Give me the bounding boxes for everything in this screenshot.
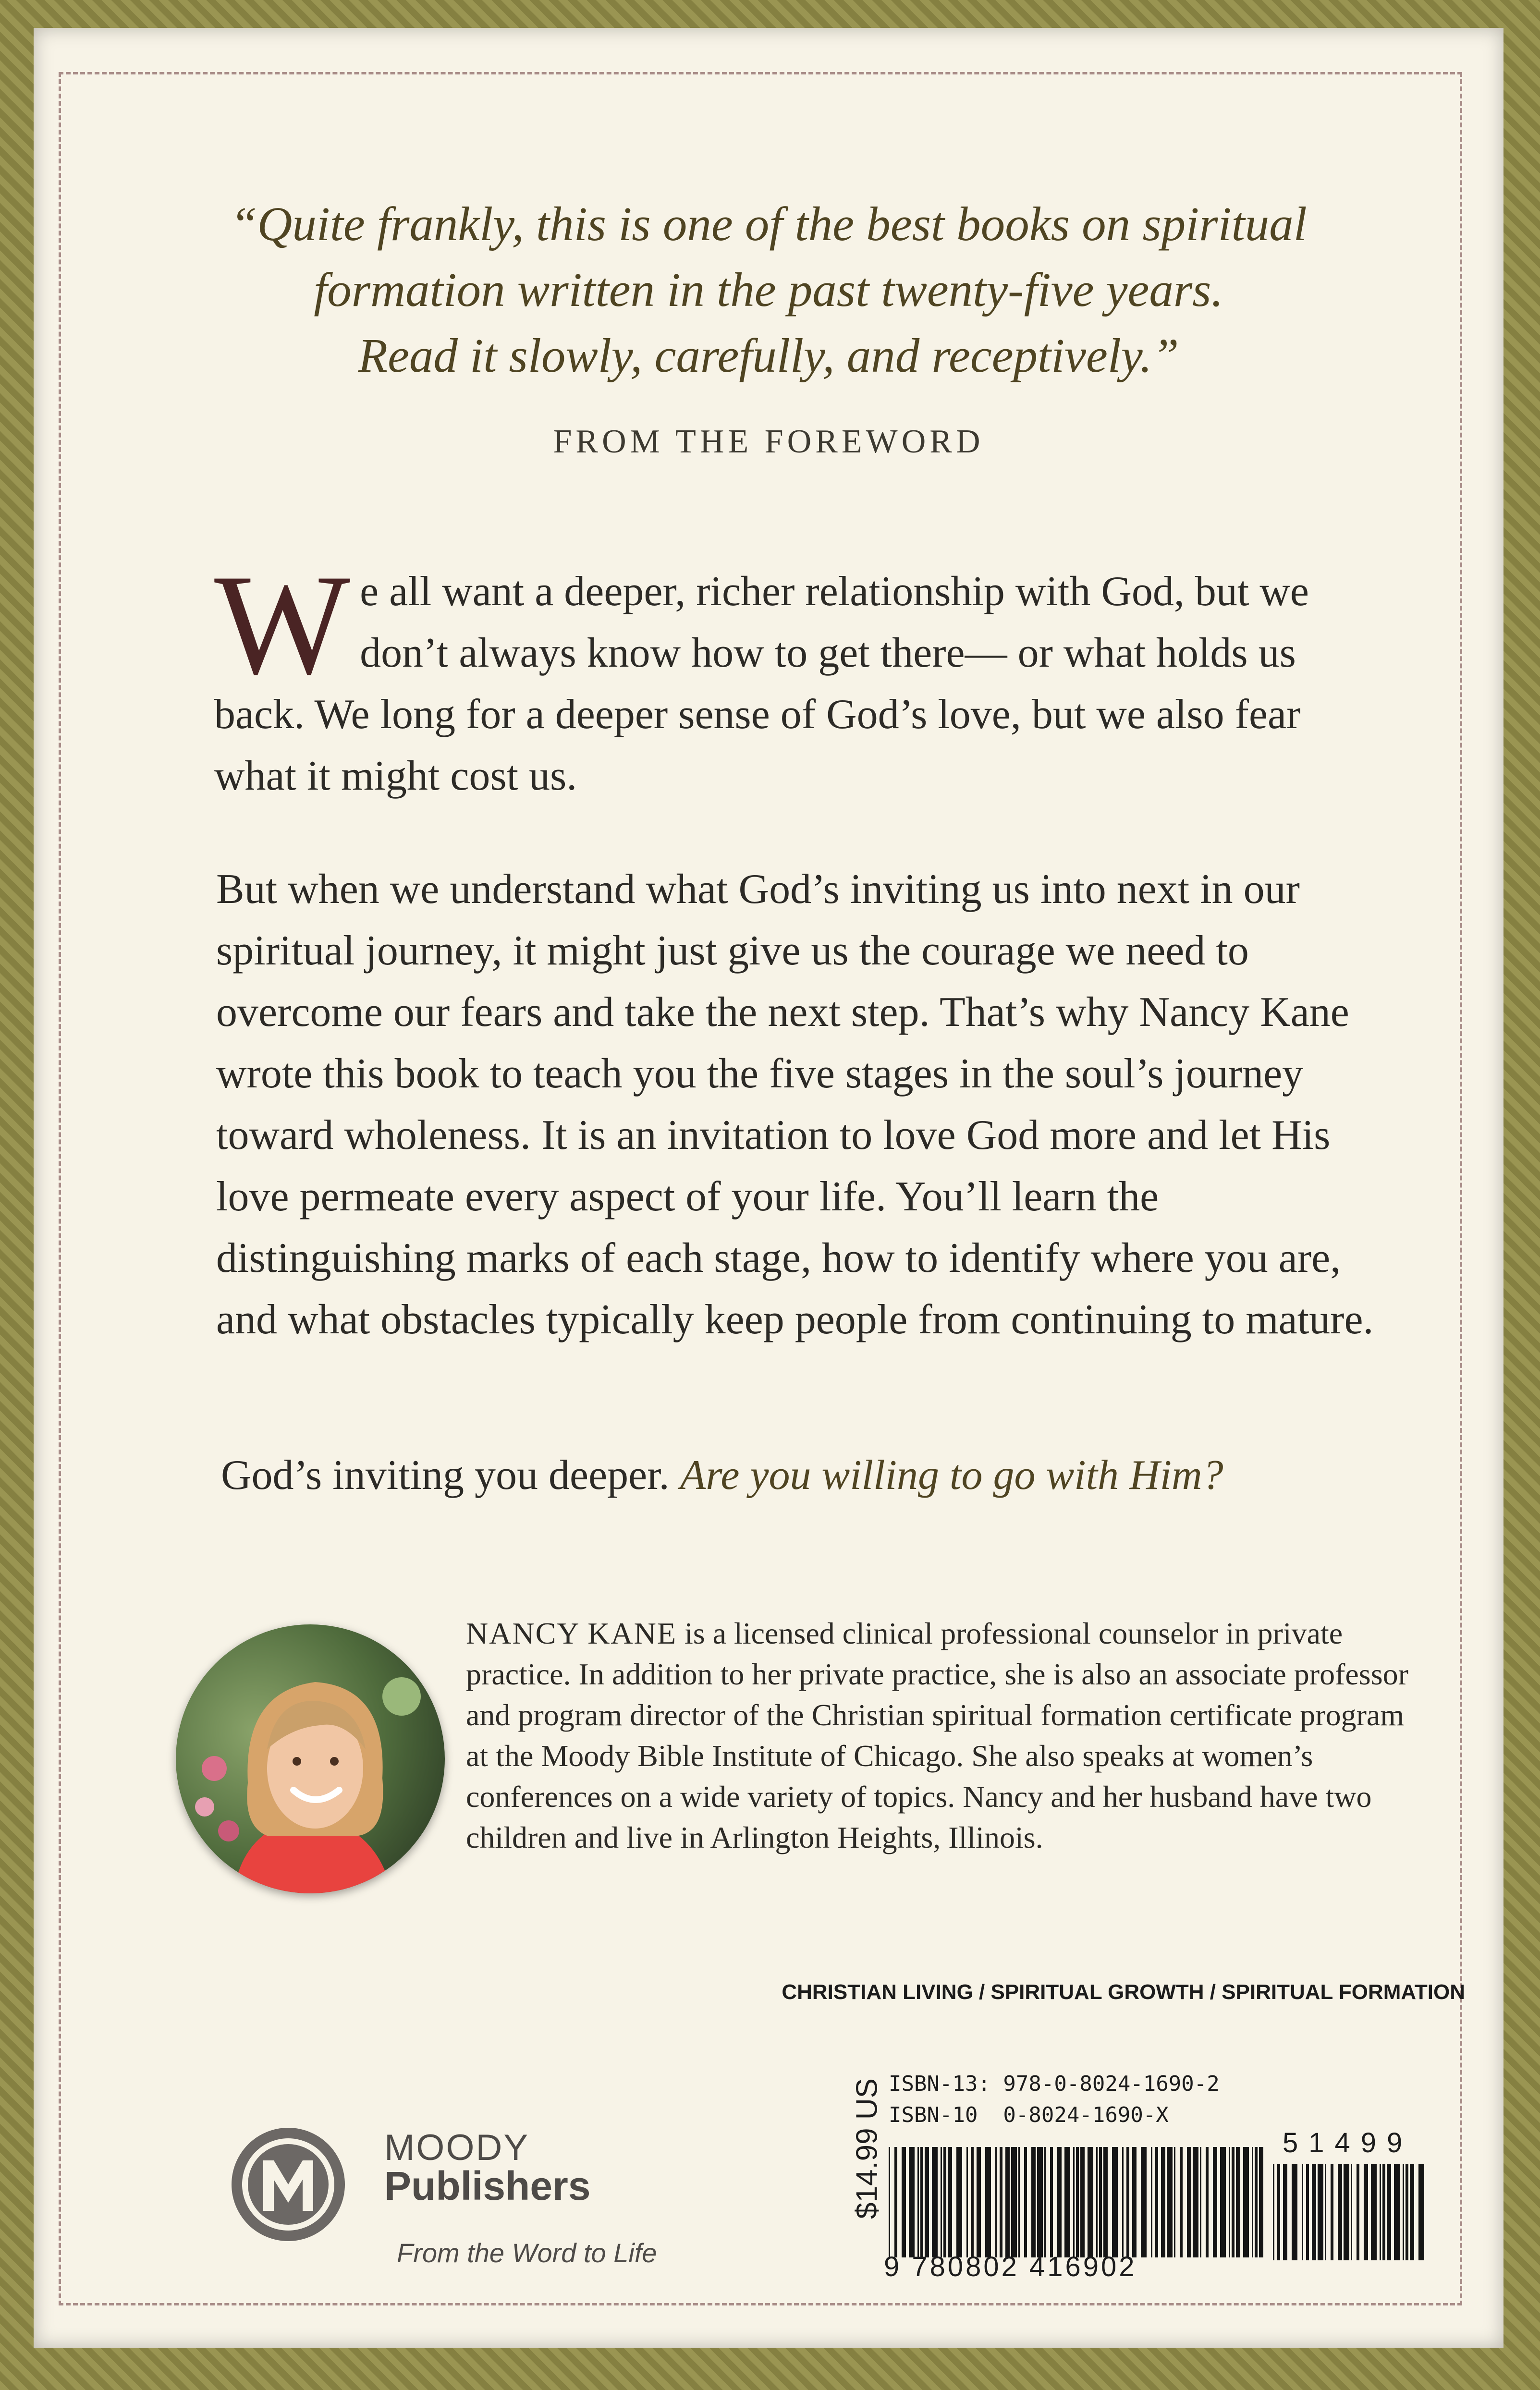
barcode-addon-digits: 51499 [1283,2127,1413,2158]
publisher-word-1: MOODY [384,2127,530,2168]
barcode-bar [1410,2164,1414,2260]
barcode-bar [1126,2147,1129,2257]
author-bio [466,1613,1427,1858]
barcode-bar [1387,2164,1391,2260]
description-paragraph-3 [221,1445,1374,1506]
barcode-bar [1031,2147,1036,2257]
barcode-bar [1229,2147,1230,2257]
barcode-bar [909,2147,915,2257]
barcode-bar [1364,2164,1368,2260]
barcode-bar [1000,2147,1002,2257]
author-bio-text: is a licensed clinical professional counselor in private practice. In addition to her private practice, she is also an associate professor and program director of the Christian spiritual formation certificate program at the Moody Bible Institute of Chicago. She also speaks at women’s conferences on a wide variety of topics. Nancy and her husband have two children and live in Arlington Heights, Illinois. [466,1616,1408,1854]
endorsement-quote [154,191,1383,389]
book-category: CHRISTIAN LIVING / SPIRITUAL GROWTH / SPIRITUAL FORMATION [782,1980,1465,2004]
barcode-bar [1088,2147,1093,2257]
barcode-bar [1406,2164,1408,2260]
barcode-bar [902,2147,906,2257]
barcode-bar [1037,2147,1043,2257]
paragraph-text: e all want a deeper, richer relationship with God, but we don’t always know how to get there— or what holds us back. We long for a deeper sense of God’s love, but we also fear what it might cost us. [214,568,1309,799]
barcode-bar [920,2147,923,2257]
barcode-digits: 9 780802 416902 [884,2251,1137,2282]
barcode-bar [1344,2164,1349,2260]
barcode-bar [1277,2164,1280,2260]
barcode-bar [1167,2147,1173,2257]
barcode-bar [889,2147,890,2257]
barcode-bar [1005,2147,1010,2257]
quote-line: Read it slowly, carefully, and receptively.” [358,329,1179,382]
quote-line: “Quite frankly, this is one of the best books on spiritual [230,197,1307,251]
isbn-13: ISBN-13: 978-0-8024-1690-2 [889,2072,1220,2096]
barcode-bar [948,2147,952,2257]
barcode-bar [941,2147,942,2257]
barcode-bar [966,2147,968,2257]
barcode-bar [1418,2164,1424,2260]
barcode-bar [1325,2164,1326,2260]
drop-cap: W [214,545,351,704]
barcode-bar [943,2147,946,2257]
quote-line: formation written in the past twenty-five years. [314,263,1223,317]
barcode-bar [1255,2147,1258,2257]
barcode-bar [1302,2164,1303,2260]
barcode-main [889,2147,1263,2262]
barcode-bar [985,2147,991,2257]
barcode-addon [1273,2164,1431,2260]
barcode-bar [1064,2147,1070,2257]
barcode-bar [1073,2147,1075,2257]
barcode-bar [1200,2147,1201,2257]
barcode-bar [1371,2164,1377,2260]
description-paragraph-1 [214,545,1367,807]
barcode-bar [1044,2147,1046,2257]
barcode-bar [971,2147,974,2257]
barcode-bar [977,2147,981,2257]
barcode-bar [917,2147,919,2257]
barcode-bar [1220,2147,1226,2257]
author-photo [176,1624,445,1893]
barcode-bar [1155,2147,1158,2257]
description-paragraph-2: But when we understand what God’s inviting us into next in our spiritual journey, it might just give us the courage we need to overcome our fears and take the next step. That’s why Nancy Kane wrote this book to teach you the five stages in the soul’s journey toward wholeness. It is an invitation to love God more and let His love permeate every aspect of your life. You’ll learn the distinguishing marks of each stage, how to identify where you are, and what obstacles typically keep people from continuing to mature. [216,866,1374,1343]
barcode-bar [1103,2147,1108,2257]
barcode-bar [1141,2147,1147,2257]
barcode-bar [1076,2147,1079,2257]
barcode-bar [1213,2147,1217,2257]
barcode-bar [1050,2147,1053,2257]
barcode-bar [1394,2164,1400,2260]
barcode-bar [1382,2164,1385,2260]
barcode-bar [1151,2147,1152,2257]
publisher-word-publishers [384,2163,590,2209]
barcode-bar [1259,2147,1263,2257]
barcode-bar [1338,2164,1342,2260]
barcode-bar [1187,2147,1191,2257]
barcode-bar [1403,2164,1404,2260]
barcode-bar [1243,2147,1249,2257]
barcode-bar [1206,2147,1209,2257]
price: $14.99 US [850,2078,884,2219]
isbn-10: ISBN-10 0-8024-1690-X [889,2103,1169,2127]
barcode-bar [1351,2164,1352,2260]
barcode-bar [1024,2147,1027,2257]
barcode-bar [1057,2147,1062,2257]
barcode-bar [1180,2147,1183,2257]
barcode-bar [1080,2147,1085,2257]
barcode-bar [1112,2147,1118,2257]
barcode-bar [1236,2147,1240,2257]
author-name: NANCY KANE [466,1616,677,1650]
barcode-bar [995,2147,997,2257]
barcode-bar [1331,2164,1333,2260]
invitation-question: Are you willing to go with Him? [680,1452,1223,1499]
barcode-bar [1011,2147,1017,2257]
barcode-bar [1318,2164,1323,2260]
barcode-bar [1357,2164,1359,2260]
barcode-bar [1122,2147,1124,2257]
back-cover-panel [34,28,1503,2348]
author-portrait-icon [176,1624,445,1893]
barcode-bar [1380,2164,1381,2260]
barcode-bar [894,2147,897,2257]
barcode-bar [1306,2164,1309,2260]
barcode-bar [1099,2147,1102,2257]
barcode-bar [1292,2164,1297,2260]
quote-source: FROM THE FOREWORD [553,423,984,460]
barcode-bar [1312,2164,1316,2260]
publisher-tagline: From the Word to Life [397,2238,657,2268]
barcode-bar [932,2147,938,2257]
barcode-bar [1232,2147,1234,2257]
barcode-bar [1283,2164,1287,2260]
barcode-bar [1273,2164,1274,2260]
barcode-bar [1174,2147,1175,2257]
barcode-bar [1096,2147,1098,2257]
barcode-bar [1193,2147,1198,2257]
barcode-bar [925,2147,929,2257]
publisher-word-moody [384,2127,529,2169]
barcode-bar [1132,2147,1137,2257]
publisher-word-2: Publishers [384,2163,591,2208]
barcode-bar [1018,2147,1020,2257]
invitation-text: God’s inviting you deeper. [221,1452,680,1499]
barcode-bar [1252,2147,1253,2257]
barcode-bar [1161,2147,1165,2257]
barcode-bar [956,2147,962,2257]
